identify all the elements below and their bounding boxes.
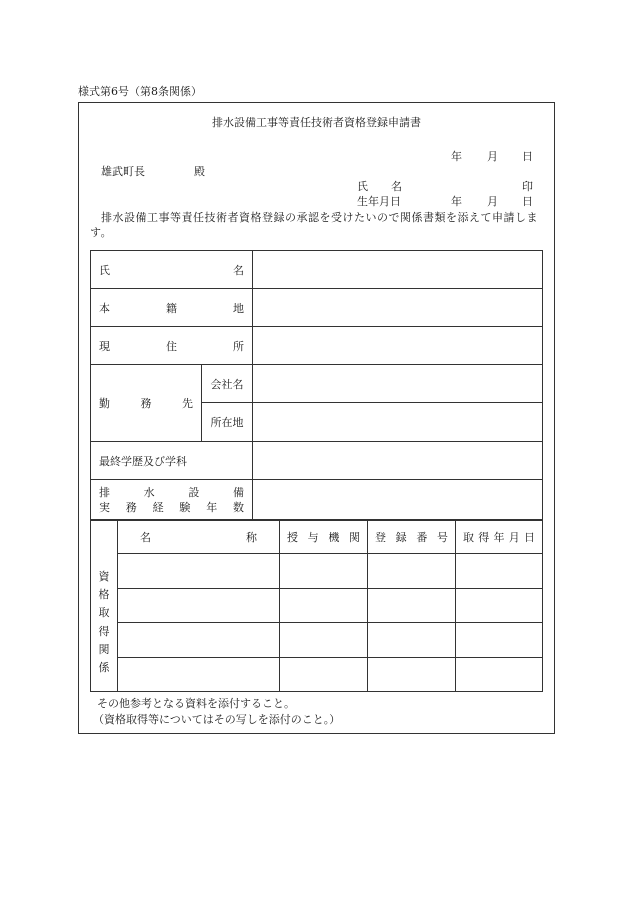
experience-label-char: 年 [206,501,218,514]
header-char: 録 [395,530,407,544]
header-char: 登 [375,530,386,544]
header-issuing-body [280,520,368,554]
qual-label-char: 得 [98,624,110,638]
location-label-cell: 所在地 [202,403,253,442]
experience-label-char: 備 [232,486,244,499]
acquisition-date-cell[interactable] [456,623,543,658]
qual-label-char: 関 [98,642,110,656]
issuing-body-cell[interactable] [280,658,368,692]
row-name [91,251,543,289]
date-year: 年 [451,150,462,163]
name-label-char: 名 [233,263,244,277]
qualification-name-cell[interactable] [118,623,280,658]
education-value-cell[interactable] [253,442,543,480]
issuing-body-cell[interactable] [280,623,368,658]
applicant-info-table [90,250,543,521]
applicant-name-char-2: 名 [391,180,402,193]
acquisition-date-cell[interactable] [456,554,543,589]
qualification-name-cell[interactable] [118,589,280,623]
row-address [91,327,543,365]
domicile-label-char: 本 [99,301,110,315]
header-acquisition-date [456,520,543,554]
header-char: 日 [524,530,535,544]
qualification-row [91,658,543,692]
experience-value-cell[interactable] [253,480,543,521]
qual-label-char: 係 [98,660,110,674]
experience-label-char: 験 [179,501,191,514]
education-label-cell: 最終学歴及び学科 [91,442,253,480]
qualification-side-label [91,520,118,692]
address-label-char: 住 [166,339,177,353]
experience-label-char: 実 [99,501,110,514]
name-label-cell [91,251,253,289]
date-month: 月 [487,150,498,163]
header-char: 授 [287,530,298,544]
company-label-cell: 会社名 [202,365,253,403]
workplace-label-char: 務 [140,397,152,410]
birth-month: 月 [487,195,498,208]
experience-label-char: 数 [232,501,244,514]
header-char: 番 [416,530,428,544]
experience-label-char: 経 [152,501,164,514]
experience-label-char: 務 [125,501,137,514]
header-char: 機 [328,530,340,544]
registration-number-cell[interactable] [368,589,456,623]
note-line-2: （資格取得等についてはその写しを添付のこと。） [93,713,341,726]
header-registration-number [368,520,456,554]
company-value-cell[interactable] [253,365,543,403]
birthdate-label: 生年月日 [357,195,401,208]
header-char: 月 [508,530,520,544]
domicile-label-char: 籍 [166,301,177,315]
qualification-name-cell[interactable] [118,554,280,589]
registration-number-cell[interactable] [368,554,456,589]
seal-mark: 印 [522,180,533,193]
qual-label-char: 格 [98,588,110,602]
qual-label-char: 資 [98,570,110,584]
domicile-label-cell [91,289,253,327]
location-value-cell[interactable] [253,403,543,442]
domicile-label-char: 地 [233,301,244,315]
acquisition-date-cell[interactable] [456,589,543,623]
header-char: 名 [140,530,151,544]
qual-label-char: 取 [98,606,110,620]
qualification-row [91,554,543,589]
experience-label-char: 設 [188,486,200,499]
birth-year: 年 [451,195,462,208]
workplace-label-char: 先 [182,397,193,410]
row-experience [91,480,543,521]
registration-number-cell[interactable] [368,658,456,692]
experience-label-cell [91,480,253,521]
header-char: 称 [246,530,257,544]
row-company [91,365,543,403]
row-education [91,442,543,480]
applicant-name-char-1: 氏 [357,180,368,193]
header-char: 与 [307,530,319,544]
address-label-char: 所 [233,339,244,353]
qualification-name-cell[interactable] [118,658,280,692]
header-qualification-name [118,520,280,554]
row-domicile [91,289,543,327]
address-value-cell[interactable] [253,327,543,365]
date-day: 日 [522,150,533,163]
name-value-cell[interactable] [253,251,543,289]
name-label-char: 氏 [99,263,110,277]
qualification-header-row [91,520,543,554]
workplace-label-char: 勤 [99,397,110,410]
header-char: 年 [493,530,505,544]
experience-label-char: 水 [143,486,155,499]
note-line-1: その他参考となる資料を添付すること。 [97,697,295,710]
qualification-table [90,519,543,692]
issuing-body-cell[interactable] [280,554,368,589]
workplace-label-cell [91,365,202,442]
request-text: 排水設備工事等責任技術者資格登録の承認を受けたいので関係書類を添えて申請します。 [90,211,538,239]
header-char: 関 [348,530,360,544]
form-title: 排水設備工事等責任技術者資格登録申請書 [212,116,421,129]
issuing-body-cell[interactable] [280,589,368,623]
experience-label-char: 排 [99,486,110,499]
header-char: 取 [463,530,474,544]
acquisition-date-cell[interactable] [456,658,543,692]
address-label-cell [91,327,253,365]
header-char: 得 [478,530,490,544]
addressee-honorific: 殿 [194,165,205,178]
address-label-char: 現 [99,339,110,353]
qualification-row [91,623,543,658]
addressee-name: 雄武町長 [101,165,145,178]
birth-day: 日 [522,195,533,208]
form-number: 様式第6号（第8条関係） [78,85,202,98]
qualification-row [91,589,543,623]
domicile-value-cell[interactable] [253,289,543,327]
header-char: 号 [436,530,448,544]
registration-number-cell[interactable] [368,623,456,658]
